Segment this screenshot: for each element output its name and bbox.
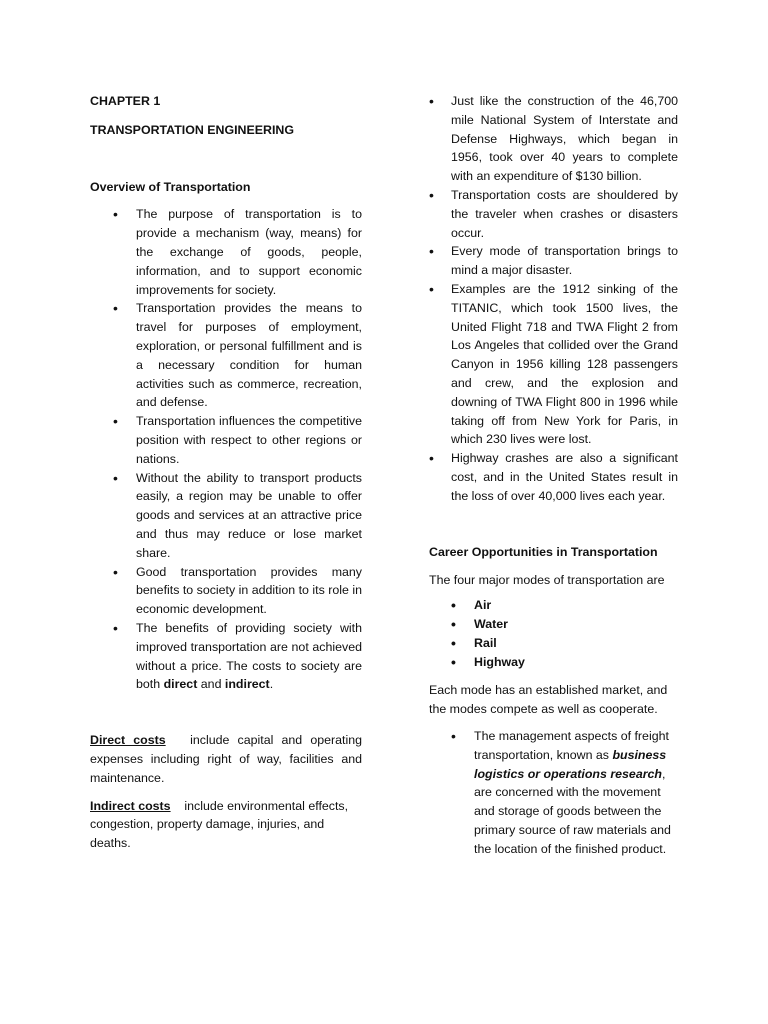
direct-costs-paragraph (90, 731, 362, 787)
indirect-costs-text: include environmental effects, congestion, property damage, injuries, and deaths. (90, 798, 349, 851)
market-paragraph: Each mode has an established market, and the modes compete as well as cooperate. (429, 683, 668, 717)
disaster-list (451, 92, 678, 506)
list-item: • Highway crashes are also a significant cost, and in the United States result in the loss of over 40,000 lives each year. (451, 449, 678, 505)
list-item: • Every mode of transportation brings to mind a major disaster. (451, 242, 678, 280)
management-after: , are concerned with the movement and storage of goods between the primary source of raw materials and the location of the finished product. (474, 766, 671, 856)
list-item-text: The benefits of providing society with improved transportation are not achieved without a price. The costs to society are both (136, 620, 362, 692)
list-item: • Transportation influences the competitive position with respect to other regions or nations. (136, 412, 362, 468)
list-item (474, 727, 678, 859)
overview-heading: Overview of Transportation (90, 179, 251, 194)
list-item: • The purpose of transportation is to provide a mechanism (way, means) for the exchange of goods, people, information, and to support economic improvements for society. (136, 205, 362, 299)
modes-intro: The four major modes of transportation are (429, 573, 665, 588)
list-item: • Air (474, 596, 678, 615)
direct-costs-term: Direct costs (90, 733, 166, 748)
list-item (136, 619, 362, 694)
list-item: • Highway (474, 653, 678, 672)
list-item: • Water (474, 615, 678, 634)
right-column (429, 92, 678, 858)
direct-costs-text: include capital and operating expenses including right of way, facilities and maintenance. (90, 733, 363, 785)
left-column (90, 92, 362, 853)
indirect-costs-paragraph (90, 797, 362, 853)
modes-list (474, 596, 678, 671)
list-item: • Without the ability to transport products easily, a region may be unable to offer goods and services at an attractive price and thus may reduce or lose market share. (136, 469, 362, 563)
chapter-label: CHAPTER 1 (90, 94, 161, 108)
indirect-costs-term: Indirect costs (90, 798, 171, 813)
career-heading: Career Opportunities in Transportation (429, 544, 658, 559)
overview-list (136, 205, 362, 694)
direct-term: direct (163, 677, 198, 692)
list-item: • Transportation provides the means to travel for purposes of employment, exploration, or personal fulfillment and is a necessary condition for human activities such as commerce, recreation, and defense. (136, 299, 362, 412)
indirect-term: indirect (224, 677, 270, 692)
list-item: • Good transportation provides many benefits to society in addition to its role in economic development. (136, 563, 362, 619)
period: . (269, 677, 274, 692)
management-before: The management aspects of freight transportation, known as (474, 728, 669, 762)
list-item: • Transportation costs are shouldered by the traveler when crashes or disasters occur. (451, 186, 678, 242)
list-item: • Rail (474, 634, 678, 653)
list-item: • Just like the construction of the 46,700 mile National System of Interstate and Defense Highways, which began in 1956, took over 40 years to complete with an expenditure of $130 billion. (451, 92, 678, 186)
management-emphasis: business logistics or operations research (474, 747, 667, 781)
and-text: and (200, 677, 222, 692)
list-item: • Examples are the 1912 sinking of the TITANIC, which took 1500 lives, the United Flight 718 and TWA Flight 2 from Los Angeles that collided over the Grand Canyon in 1956 killing 128 passengers and crew, and the explosion and downing of TWA Flight 800 in 1996 while taking off from New York for Paris, in which 230 lives were lost. (451, 280, 678, 449)
chapter-title: TRANSPORTATION ENGINEERING (90, 122, 294, 137)
management-list (474, 727, 678, 859)
